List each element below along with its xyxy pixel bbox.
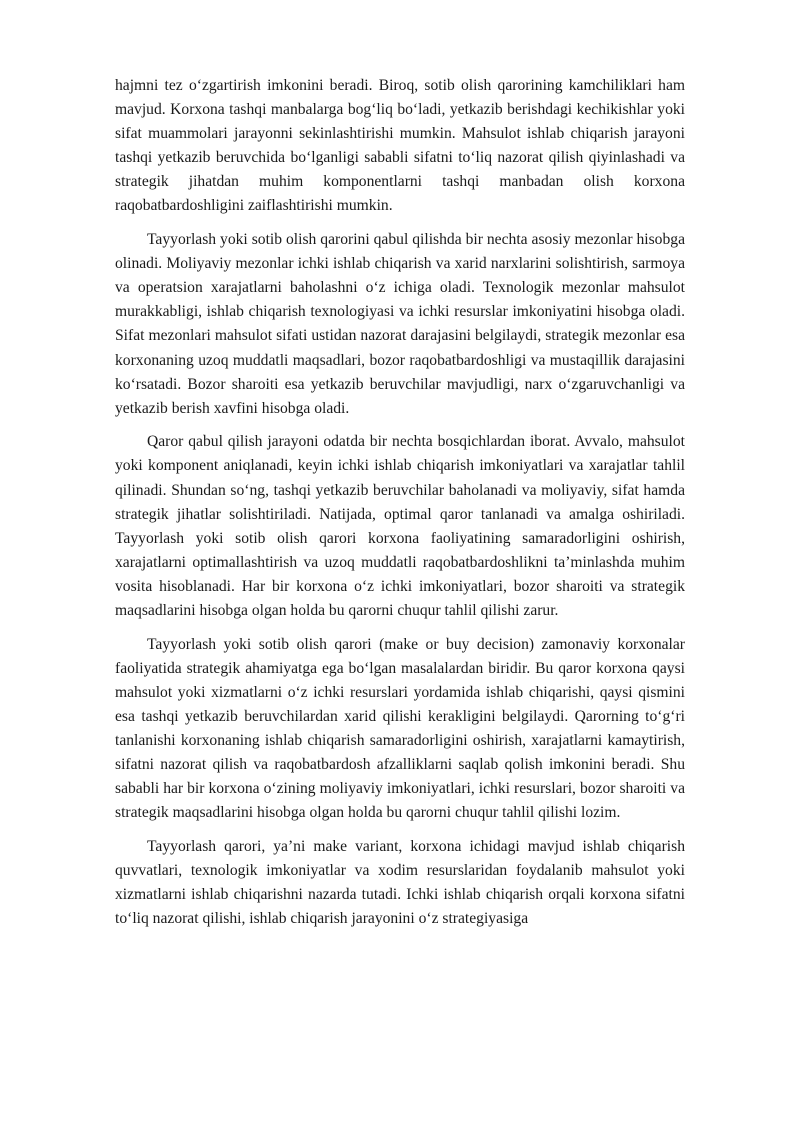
paragraph-2: Tayyorlash yoki sotib olish qarorini qabul qilishda bir nechta asosiy mezonlar hisobga olinadi. Moliyaviy mezonlar ichki ishlab chiqarish va xarid narxlarini solishtirish, sarmoya va operatsion xarajatlarni baholashni o‘z ichiga oladi. Texnologik mezonlar mahsulot murakkabligi, ishlab chiqarish texnologiyasi va ichki resurslar imkoniyatini hisobga oladi. Sifat mezonlari mahsulot sifati ustidan nazorat darajasini belgilaydi, strategik mezonlar esa korxonaning uzoq muddatli maqsadlari, bozor raqobatbardoshligi va mustaqillik darajasini ko‘rsatadi. Bozor sharoiti esa yetkazib beruvchilar mavjudligi, narx o‘zgaruvchanligi va yetkazib berish xavfini hisobga oladi.	[115, 231, 685, 417]
paragraph-1: hajmni tez o‘zgartirish imkonini beradi. Biroq, sotib olish qarorining kamchiliklari ham mavjud. Korxona tashqi manbalarga bog‘liq bo‘ladi, yetkazib berishdagi kechikishlar yoki sifat muammolari jarayonni sekinlashtirishi mumkin. Mahsulot ishlab chiqarish jarayoni tashqi yetkazib beruvchida bo‘lganligi sababli sifatni to‘liq nazorat qilish qiyinlashadi va strategik jihatdan muhim komponentlarni tashqi manbadan olish korxona raqobatbardoshligini zaiflashtirishi mumkin.	[115, 77, 685, 215]
document-page	[115, 74, 685, 941]
paragraph-4: Tayyorlash yoki sotib olish qarori (make or buy decision) zamonaviy korxonalar faoliyatida strategik ahamiyatga ega bo‘lgan masalalardan biridir. Bu qaror korxona qaysi mahsulot yoki xizmatlarni o‘z ichki resurslari yordamida ishlab chiqarishi, qaysi qismini esa tashqi yetkazib beruvchilardan xarid qilishi kerakligini belgilaydi. Qarorning to‘g‘ri tanlanishi korxonaning ishlab chiqarish samaradorligini oshirish, xarajatlarni kamaytirish, sifatni nazorat qilish va raqobatbardosh afzalliklarni saqlab qolish imkonini beradi. Shu sababli har bir korxona o‘zining moliyaviy imkoniyatlari, ichki resurslari, bozor sharoiti va strategik maqsadlarini hisobga olgan holda bu qarorni chuqur tahlil qilishi lozim.	[115, 635, 685, 822]
paragraph-5: Tayyorlash qarori, ya’ni make variant, korxona ichidagi mavjud ishlab chiqarish quvvatlari, texnologik imkoniyatlar va xodim resurslaridan foydalanib mahsulot yoki xizmatlarni ishlab chiqarishni nazarda tutadi. Ichki ishlab chiqarish orqali korxona sifatni to‘liq nazorat qilishi, ishlab chiqarish jarayonini o‘z strategiyasiga	[115, 837, 685, 928]
paragraph-3: Qaror qabul qilish jarayoni odatda bir nechta bosqichlardan iborat. Avvalo, mahsulot yoki komponent aniqlanadi, keyin ichki ishlab chiqarish imkoniyatlari va xarajatlar tahlil qilinadi. Shundan so‘ng, tashqi yetkazib beruvchilar baholanadi va moliyaviy, sifat hamda strategik jihatlar solishtiriladi. Natijada, optimal qaror tanlanadi va amalga oshiriladi. Tayyorlash yoki sotib olish qarori korxona faoliyatining samaradorligini oshirish, xarajatlarni optimallashtirish va uzoq muddatli raqobatbardoshlikni ta’minlashda muhim vosita hisoblanadi. Har bir korxona o‘z ichki imkoniyatlari, bozor sharoiti va strategik maqsadlarini hisobga olgan holda bu qarorni chuqur tahlil qilishi zarur.	[115, 433, 685, 619]
